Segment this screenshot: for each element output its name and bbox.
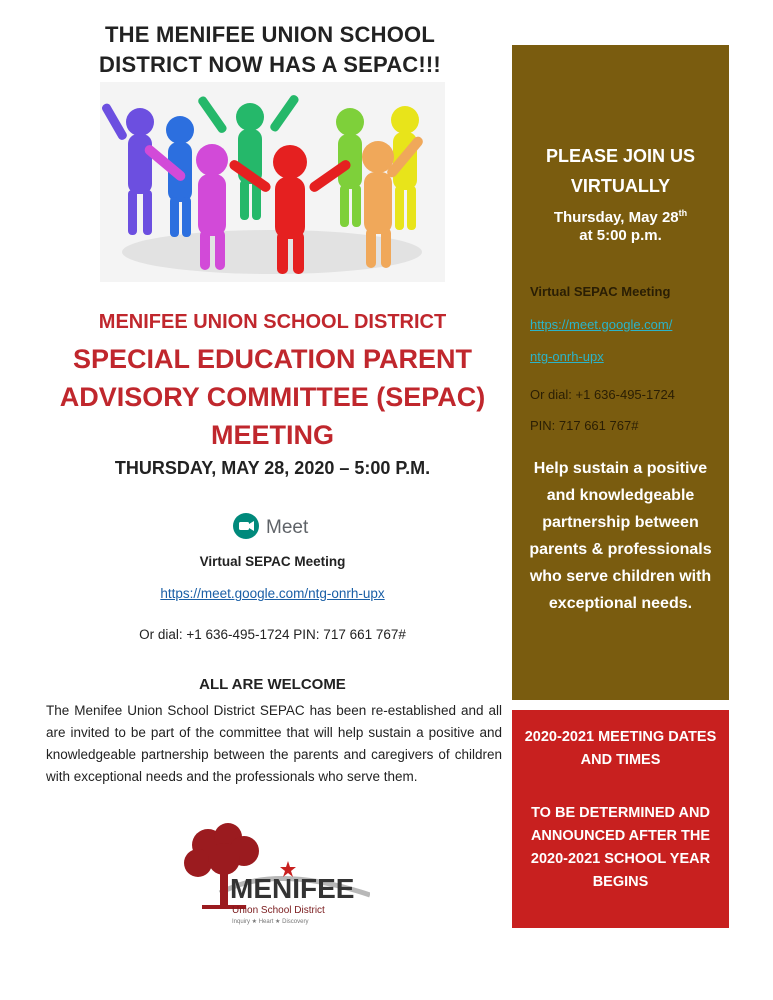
meet-label: Meet [266, 517, 309, 538]
meeting-datetime: THURSDAY, MAY 28, 2020 – 5:00 P.M. [114, 458, 431, 478]
panel-help-text: Help sustain a positive and knowledgeable partnership between parents & professionals who serve children with exceptional needs. [529, 460, 712, 612]
meeting-link[interactable]: https://meet.google.com/ntg-onrh-upx [160, 586, 385, 601]
panel-meeting-label: Virtual SEPAC Meeting [530, 284, 671, 299]
welcome-body: The Menifee Union School District SEPAC has been re-established and all are invited to be part of the committee that will help sustain a positive and knowledgeable partnership between the parents and caregivers of children with exceptional needs and the professionals who serve them. [46, 703, 502, 784]
panel-dial-in: Or dial: +1 636-495-1724 [530, 387, 675, 402]
headline: THE MENIFEE UNION SCHOOL DISTRICT NOW HAS A SEPAC!!! [99, 22, 441, 77]
panel-meeting-link-cont[interactable]: ntg-onrh-upx [530, 349, 604, 364]
meeting-dates-body: TO BE DETERMINED AND ANNOUNCED AFTER THE 2020-2021 SCHOOL YEAR BEGINS [530, 805, 711, 890]
google-meet-icon [232, 512, 260, 545]
dial-in-info: Or dial: +1 636-495-1724 PIN: 717 661 767# [139, 627, 406, 642]
panel-pin: PIN: 717 661 767# [530, 418, 639, 433]
meeting-dates-heading: 2020-2021 MEETING DATES AND TIMES [524, 729, 717, 768]
page-title: SPECIAL EDUCATION PARENT ADVISORY COMMITTEE (SEPAC) MEETING [59, 344, 486, 450]
logo-subtitle: Union School District [232, 905, 325, 916]
welcome-heading: ALL ARE WELCOME [199, 676, 346, 693]
meeting-label: Virtual SEPAC Meeting [199, 554, 346, 569]
panel-meeting-link[interactable]: https://meet.google.com/ [530, 317, 673, 332]
district-heading: MENIFEE UNION SCHOOL DISTRICT [98, 311, 447, 333]
meet-logo [232, 512, 322, 542]
logo-name: MENIFEE [230, 873, 355, 904]
meeting-dates-panel [512, 710, 729, 928]
people-circle-cheering-illustration [100, 82, 445, 282]
join-info-panel [512, 45, 729, 700]
logo-tagline: Inquiry ★ Heart ★ Discovery [232, 919, 309, 925]
join-date-text: Thursday, May 28 [553, 209, 679, 226]
join-time: at 5:00 p.m. [579, 227, 662, 244]
join-date-suffix: th [678, 208, 688, 218]
menifee-tree-logo [180, 823, 370, 933]
join-heading: PLEASE JOIN US VIRTUALLY [545, 146, 696, 196]
